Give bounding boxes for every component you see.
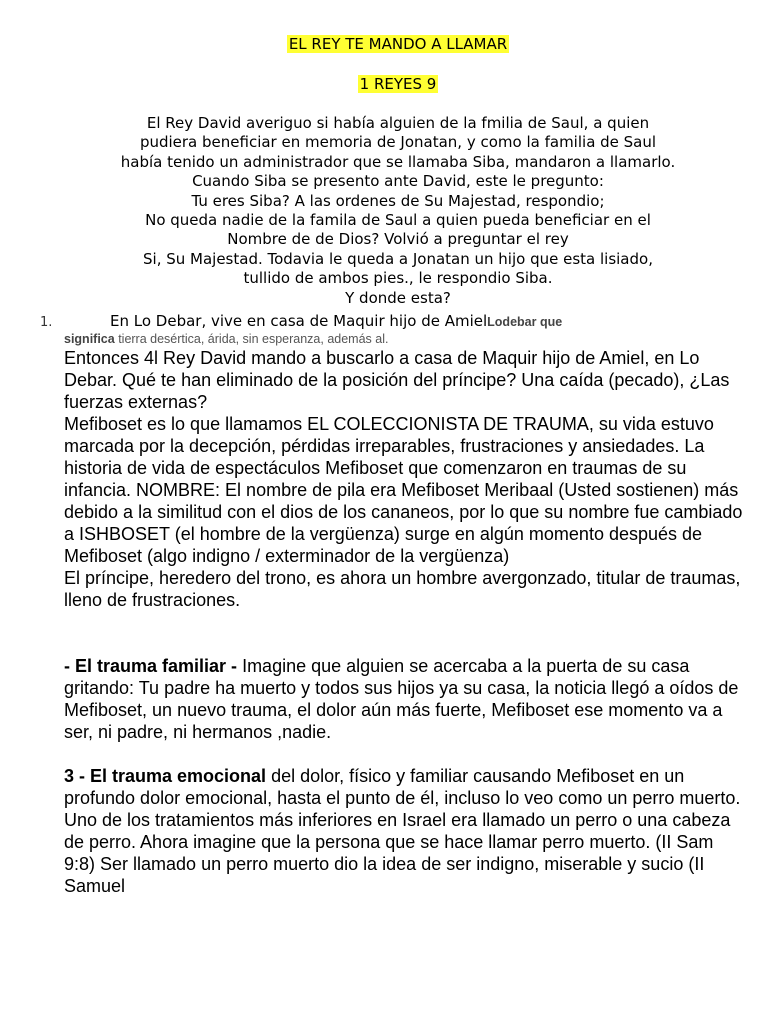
document-subtitle — [0, 74, 768, 94]
centered-passage — [54, 114, 742, 308]
paragraph-3: El príncipe, heredero del trono, es ahora un hombre avergonzado, titular de traumas, lleno de frustraciones. — [64, 568, 741, 610]
spacer — [64, 611, 744, 655]
section-emotional-text: del dolor, físico y familiar causando Mefiboset en un profundo dolor emocional, hasta el punto de él, incluso lo veo como un perro muerto. Uno de los tratamientos más inferiores en Israel era llamado un perro o una cabeza de perro. Ahora imagine que la persona que se hace llamar perro muerto. (II Sam 9:8) Ser llamado un perro muerto dio la idea de ser indigno, miserable y sucio (II Samuel — [64, 766, 741, 896]
gloss-note — [64, 331, 754, 347]
passage-line: No queda nadie de la famila de Saul a quien pueda beneficiar en el — [145, 211, 651, 230]
section-emotional-trauma — [64, 765, 744, 897]
body-text — [64, 347, 744, 897]
document-title — [0, 34, 768, 54]
passage-line: Si, Su Majestad. Todavia le queda a Jonatan un hijo que esta lisiado, — [143, 249, 653, 268]
passage-line: pudiera beneficiar en memoria de Jonatan, y como la familia de Saul — [139, 133, 657, 152]
section-family-trauma — [64, 655, 744, 743]
subtitle-highlight: 1 REYES 9 — [359, 75, 437, 93]
section-emotional-heading: 3 - El trauma emocional — [64, 766, 267, 786]
section-family-heading: - El trauma familiar - — [64, 656, 238, 676]
list-number: 1. — [40, 315, 53, 330]
spacer — [64, 743, 744, 765]
section-family-text: Imagine que alguien se acercaba a la puerta de su casa gritando: Tu padre ha muerto y todos sus hijos ya su casa, la noticia llegó a oídos de Mefiboset, un nuevo trauma, el dolor aún más fuerte, Mefiboset ese momento va a ser, ni padre, ni hermanos ,nadie. — [64, 656, 739, 742]
passage-line: Tu eres Siba? A las ordenes de Su Majestad, respondio; — [191, 191, 605, 210]
paragraph-2: Mefiboset es lo que llamamos EL COLECCIONISTA DE TRAUMA, su vida estuvo marcada por la decepción, pérdidas irreparables, frustraciones y ansiedades. La historia de vida de espectáculos Mefiboset que comenzaron en traumas de su infancia. NOMBRE: El nombre de pila era Mefiboset Meribaal (Usted sostienen) más debido a la similitud con el dios de los cananeos, por lo que su nombre fue cambiado a ISHBOSET (el hombre de la vergüenza) surge en algún momento después de Mefiboset (algo indigno / exterminador de la vergüenza) — [64, 414, 743, 566]
title-highlight: EL REY TE MANDO A LLAMAR — [288, 35, 508, 53]
passage-line: tullido de ambos pies., le respondio Siba. — [243, 269, 553, 288]
passage-line: Y donde esta? — [345, 288, 451, 307]
gloss-definition: tierra desértica, árida, sin esperanza, además al. — [114, 332, 389, 346]
passage-line: Nombre de de Dios? Volvió a preguntar el rey — [227, 230, 569, 249]
numbered-list-item — [40, 311, 740, 333]
paragraph-1: Entonces 4l Rey David mando a buscarlo a casa de Maquir hijo de Amiel, en Lo Debar. Qué te han eliminado de la posición del príncipe? Una caída (pecado), ¿Las fuerzas externas? — [64, 348, 730, 412]
passage-line: había tenido un administrador que se llamaba Siba, mandaron a llamarlo. — [120, 152, 676, 171]
passage-line: Cuando Siba se presento ante David, este le pregunto: — [192, 172, 604, 191]
list-item-text: En Lo Debar, vive en casa de Maquir hijo de Amiel — [110, 312, 488, 330]
gloss-significa: significa — [64, 332, 115, 346]
passage-line: El Rey David averiguo si había alguien de la fmilia de Saul, a quien — [146, 114, 650, 132]
gloss-term: Lodebar que — [487, 315, 563, 329]
